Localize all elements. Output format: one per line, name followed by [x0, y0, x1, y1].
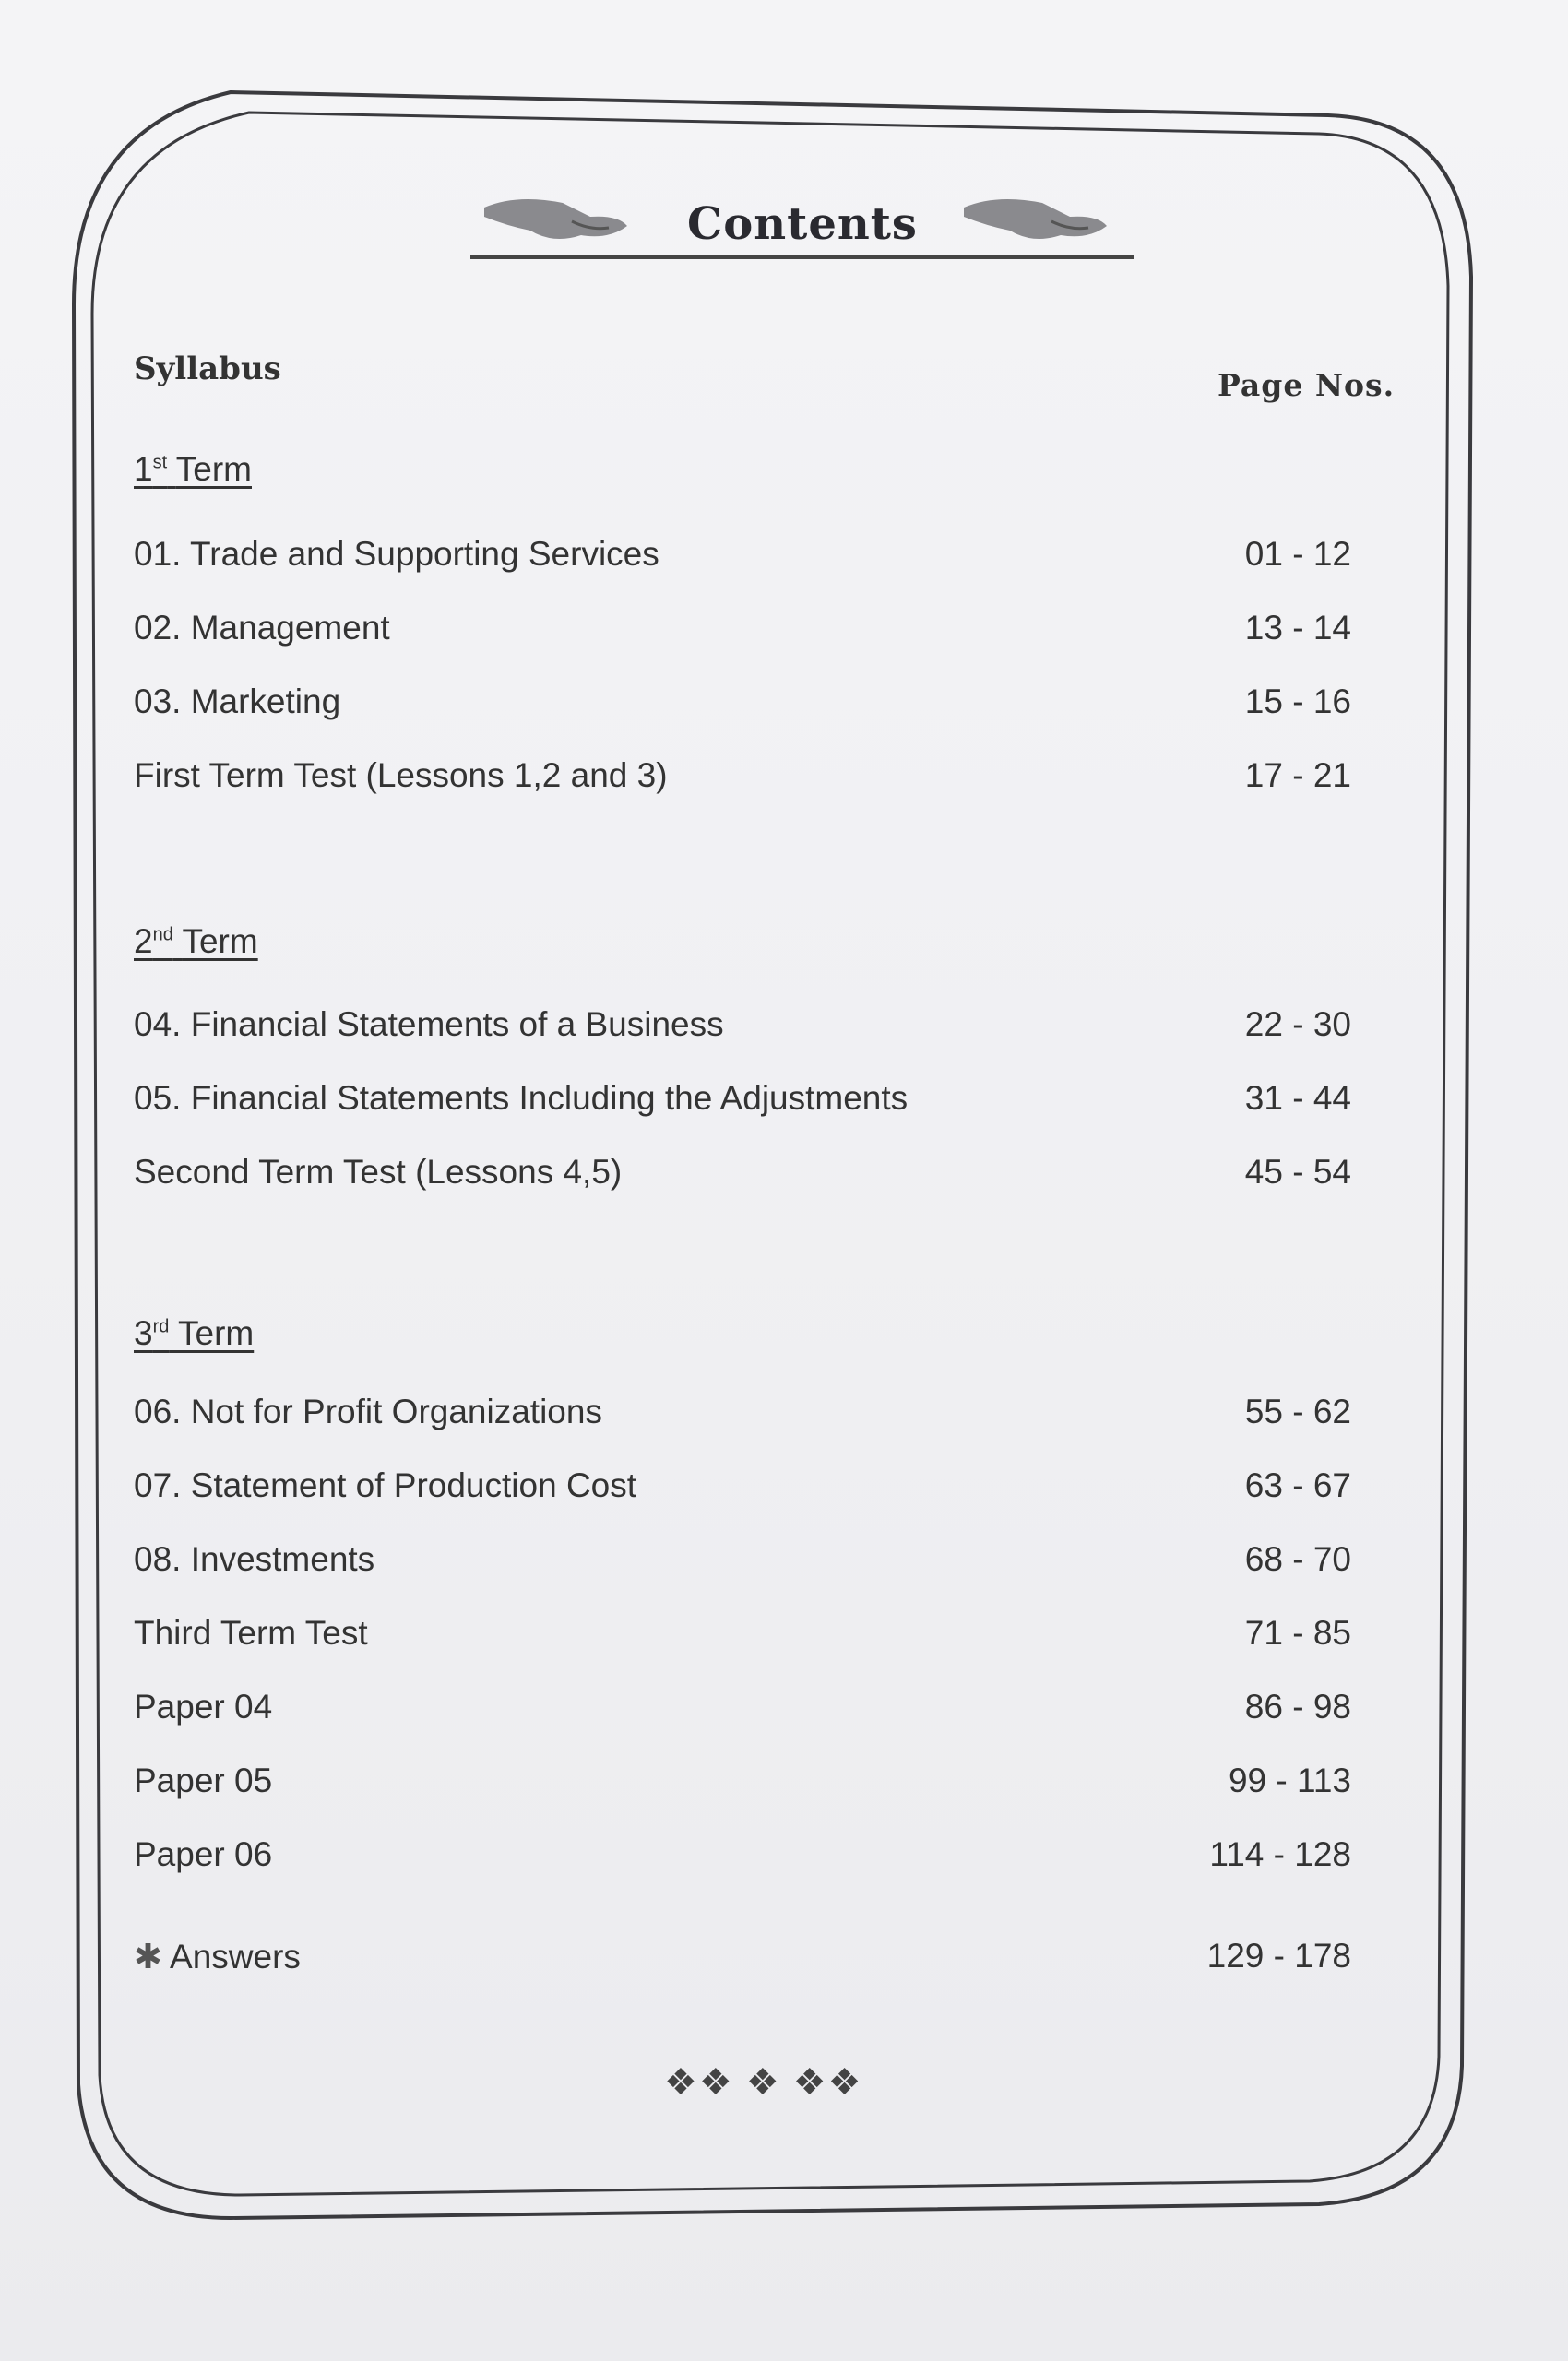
ornament-divider-icon: ❖❖ ❖ ❖❖: [664, 2062, 863, 2103]
toc-entry-title: First Term Test (Lessons 1,2 and 3): [134, 756, 668, 794]
toc-entry-title: Paper 05: [134, 1762, 273, 1799]
page-title: Contents: [687, 198, 918, 250]
toc-entry: [134, 535, 1351, 581]
toc-entry-pages: 15 - 16: [1244, 682, 1351, 720]
toc-entry-answers: [134, 1937, 1351, 1983]
toc-entry: [134, 1153, 1351, 1199]
syllabus-column-header: Syllabus: [134, 350, 281, 387]
toc-entry-pages: 71 - 85: [1244, 1614, 1351, 1652]
toc-entry-title: 05. Financial Statements Including the Adjustments: [134, 1079, 909, 1117]
toc-entry-pages: 63 - 67: [1244, 1466, 1351, 1504]
toc-entry-pages: 114 - 128: [1209, 1835, 1351, 1873]
toc-entry-pages: 55 - 62: [1244, 1393, 1351, 1430]
toc-entry-title: 07. Statement of Production Cost: [134, 1466, 637, 1504]
toc-entry-title: Paper 04: [134, 1688, 273, 1726]
toc-entry: [134, 1393, 1351, 1439]
toc-entry-title: 02. Management: [134, 609, 390, 647]
asterisk-bullet-icon: ✱: [134, 1938, 163, 1975]
toc-entry-pages: 129 - 178: [1206, 1937, 1351, 1975]
toc-entry: [134, 1762, 1351, 1808]
toc-entry-title: Paper 06: [134, 1835, 273, 1873]
toc-entry: [134, 1835, 1351, 1881]
toc-entry-title: 06. Not for Profit Organizations: [134, 1393, 602, 1430]
toc-entry: [134, 1005, 1351, 1051]
toc-entry-pages: 31 - 44: [1244, 1079, 1351, 1117]
term-heading-2: 2nd Term: [134, 922, 258, 960]
heading-underline: [470, 255, 1134, 259]
toc-entry-pages: 68 - 70: [1244, 1540, 1351, 1578]
term-heading-3: 3rd Term: [134, 1314, 255, 1352]
toc-entry: [134, 682, 1351, 729]
toc-entry: [134, 609, 1351, 655]
toc-entry: [134, 1079, 1351, 1125]
toc-entry-pages: 45 - 54: [1244, 1153, 1351, 1191]
toc-entry-title: 08. Investments: [134, 1540, 375, 1578]
toc-entry-title: 03. Marketing: [134, 682, 341, 720]
toc-entry-title: Third Term Test: [134, 1614, 368, 1652]
term-heading-1: 1st Term: [134, 450, 252, 488]
toc-entry: [134, 1614, 1351, 1660]
toc-entry-title: 04. Financial Statements of a Business: [134, 1005, 724, 1043]
toc-entry-pages: 86 - 98: [1244, 1688, 1351, 1726]
toc-entry-title: 01. Trade and Supporting Services: [134, 535, 659, 573]
toc-entry-pages: 99 - 113: [1228, 1762, 1351, 1799]
toc-entry-title: Answers: [170, 1938, 301, 1975]
toc-entry-pages: 01 - 12: [1244, 535, 1351, 573]
pointing-hand-icon: [959, 189, 1116, 254]
toc-entry: [134, 756, 1351, 802]
toc-entry-title: Second Term Test (Lessons 4,5): [134, 1153, 623, 1191]
contents-heading-block: [461, 180, 1144, 272]
toc-entry-pages: 22 - 30: [1244, 1005, 1351, 1043]
toc-entry: [134, 1466, 1351, 1513]
toc-entry-pages: 17 - 21: [1244, 756, 1351, 794]
page-numbers-column-header: Page Nos.: [1218, 367, 1396, 403]
toc-entry: [134, 1540, 1351, 1586]
toc-entry-pages: 13 - 14: [1244, 609, 1351, 647]
toc-entry: [134, 1688, 1351, 1734]
